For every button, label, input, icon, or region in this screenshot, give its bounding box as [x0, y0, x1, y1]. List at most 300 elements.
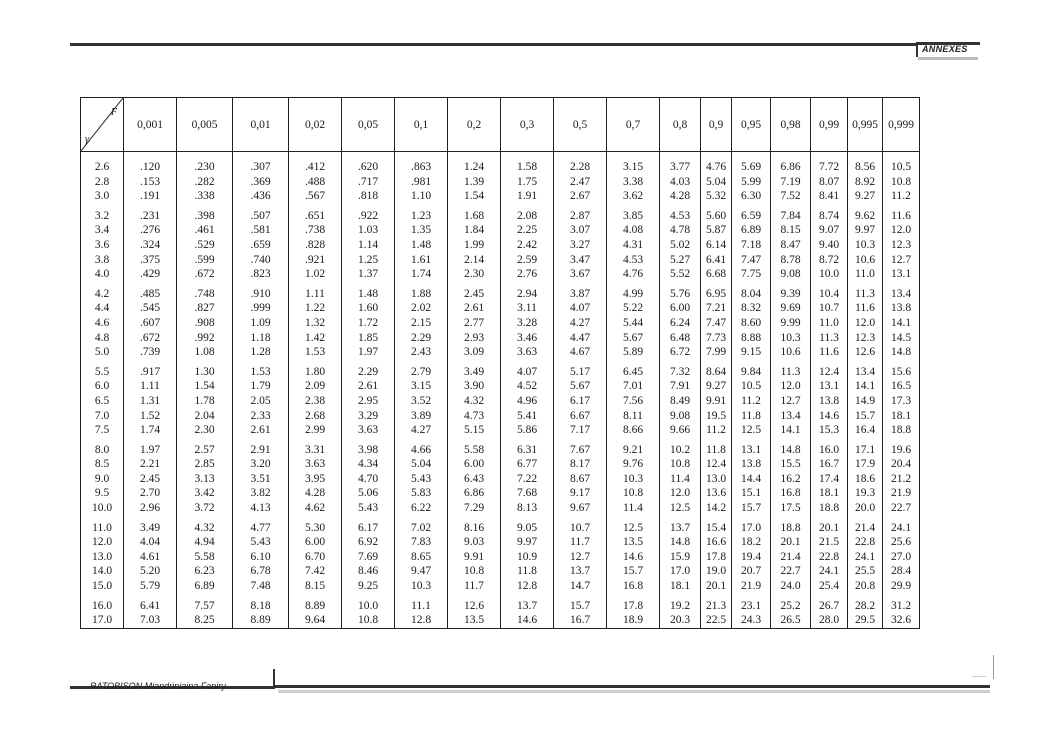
table-cell: 8.46: [357, 565, 379, 578]
table-cell: 3.62: [622, 190, 644, 203]
table-cell: 4.32: [463, 394, 485, 407]
table-cell: 26.7: [818, 599, 840, 612]
table-cell: 3.51: [250, 472, 271, 485]
table-cell: 8.07: [818, 175, 840, 188]
table-cell: .429: [139, 268, 161, 281]
table-cell: 3.20: [250, 458, 271, 471]
gamma-value: 4.8: [94, 331, 110, 344]
table-cell: 5.86: [516, 424, 538, 437]
table-cell: 18.1: [890, 409, 912, 422]
table-cell: 20.4: [890, 458, 912, 471]
table-cell: 26.5: [780, 614, 801, 627]
table-cell: 5.06: [357, 487, 379, 500]
table-cell: 2.30: [194, 424, 215, 437]
table-cell: 1.53: [250, 365, 271, 378]
value-column: [124, 152, 177, 629]
gamma-value: 14.0: [91, 565, 113, 578]
gamma-value: 10.0: [91, 502, 113, 515]
table-cell: 10.2: [669, 443, 691, 456]
table-cell: 15.7: [622, 565, 644, 578]
table-cell: 8.11: [623, 409, 643, 422]
table-cell: 4.76: [705, 161, 727, 173]
table-cell: 1.24: [463, 161, 485, 173]
table-cell: 6.92: [357, 536, 379, 549]
table-cell: 7.19: [780, 175, 801, 188]
table-cell: 1.09: [250, 316, 271, 329]
gamma-value: 3.8: [94, 253, 110, 266]
table-cell: 7.29: [463, 502, 485, 515]
table-cell: 4.28: [669, 190, 691, 203]
table-cell: 5.87: [705, 224, 727, 237]
table-cell: 5.58: [463, 443, 485, 456]
page-edge-mark-2: [972, 676, 986, 677]
table-cell: 8.89: [250, 614, 271, 627]
table-cell: 1.60: [357, 302, 379, 315]
table-cell: 17.1: [854, 443, 876, 456]
table-cell: 15.7: [740, 502, 762, 515]
column-header: 0,2: [448, 98, 501, 152]
table-cell: 19.0: [705, 565, 727, 578]
table-cell: .412: [304, 161, 326, 173]
table-cell: 5.99: [740, 175, 762, 188]
table-cell: 2.57: [194, 443, 215, 456]
column-header: 0,1: [395, 98, 448, 152]
table-cell: 6.48: [669, 331, 691, 344]
table-cell: 1.78: [194, 394, 215, 407]
table-cell: 2.21: [139, 458, 161, 471]
table-cell: 5.43: [250, 536, 271, 549]
table-cell: 17.0: [740, 521, 762, 534]
table-cell: 1.25: [357, 253, 379, 266]
table-cell: 12.0: [780, 380, 801, 393]
table-cell: 1.18: [250, 331, 271, 344]
table-cell: 4.53: [622, 253, 644, 266]
table-cell: 9.25: [357, 580, 379, 593]
value-column: [233, 152, 289, 629]
table-cell: .981: [410, 175, 432, 188]
table-cell: 1.37: [357, 268, 379, 281]
table-cell: 8.25: [194, 614, 215, 627]
table-cell: 24.1: [818, 565, 840, 578]
table-cell: .191: [139, 190, 161, 203]
table-cell: 8.16: [463, 521, 485, 534]
corner-top-label: F: [110, 107, 117, 118]
table-cell: 16.6: [705, 536, 727, 549]
table-cell: 8.64: [705, 365, 727, 378]
table-cell: 4.13: [250, 502, 271, 515]
table-cell: 24.1: [890, 521, 912, 534]
table-cell: 8.74: [818, 209, 840, 222]
table-cell: 23.1: [740, 599, 762, 612]
table-cell: 25.6: [890, 536, 912, 549]
table-cell: 11.8: [706, 443, 726, 456]
table-cell: 21.5: [818, 536, 840, 549]
table-cell: .485: [139, 287, 161, 300]
table-cell: 6.41: [139, 599, 161, 612]
gamma-value: 5.5: [94, 365, 110, 378]
table-cell: 12.6: [463, 599, 485, 612]
table-cell: 10.6: [854, 253, 876, 266]
table-cell: 4.08: [622, 224, 644, 237]
table-cell: 4.03: [669, 175, 691, 188]
table-cell: 3.42: [194, 487, 215, 500]
table-cell: 15.5: [780, 458, 801, 471]
table-cell: 3.28: [516, 316, 538, 329]
table-cell: 3.89: [410, 409, 432, 422]
table-cell: 9.99: [780, 316, 801, 329]
table-cell: 12.5: [669, 502, 691, 515]
table-cell: 13.4: [854, 365, 876, 378]
column-header: 0,05: [342, 98, 395, 152]
table-cell: 24.3: [740, 614, 762, 627]
table-cell: 3.11: [517, 302, 537, 315]
column-header: 0,001: [124, 98, 177, 152]
table-cell: 11.8: [741, 409, 761, 422]
gamma-value: 6.5: [94, 394, 110, 407]
table-cell: 6.22: [410, 502, 432, 515]
table-cell: 4.70: [357, 472, 379, 485]
table-body: [81, 152, 920, 629]
table-cell: 1.48: [410, 238, 432, 251]
table-cell: 13.6: [705, 487, 727, 500]
table-cell: 11.0: [819, 316, 839, 329]
gamma-value: 11.0: [92, 521, 112, 534]
table-cell: 11.6: [855, 302, 875, 315]
table-cell: .672: [194, 268, 215, 281]
table-cell: 3.38: [622, 175, 644, 188]
table-cell: 7.56: [622, 394, 644, 407]
table-cell: 18.9: [622, 614, 644, 627]
section-title: ANNEXES: [922, 44, 968, 54]
gamma-value: 16.0: [91, 599, 113, 612]
table-cell: 12.3: [890, 238, 912, 251]
table-cell: 3.63: [516, 346, 538, 359]
footer-rule: [275, 685, 990, 688]
table-cell: .717: [357, 175, 379, 188]
table-cell: .436: [250, 190, 271, 203]
table-cell: 25.5: [854, 565, 876, 578]
table-cell: 2.99: [304, 424, 326, 437]
table-cell: 22.8: [818, 550, 840, 563]
table-cell: 4.27: [410, 424, 432, 437]
table-cell: 2.95: [357, 394, 379, 407]
table-cell: 8.60: [740, 316, 762, 329]
table-cell: 12.7: [780, 394, 801, 407]
table-cell: 8.15: [304, 580, 326, 593]
table-cell: 9.08: [669, 409, 691, 422]
table-cell: 4.32: [194, 521, 215, 534]
table-cell: 10.6: [780, 346, 801, 359]
table-cell: 14.8: [780, 443, 801, 456]
table-cell: 9.66: [669, 424, 691, 437]
table-cell: 7.48: [250, 580, 271, 593]
table-cell: 8.56: [854, 161, 876, 173]
table-cell: 21.9: [740, 580, 762, 593]
table-cell: 1.68: [463, 209, 485, 222]
table-cell: .324: [139, 238, 161, 251]
table-cell: 4.78: [669, 224, 691, 237]
table-cell: 10.4: [818, 287, 840, 300]
table-cell: 2.28: [569, 161, 591, 173]
table-cell: 7.52: [780, 190, 801, 203]
table-cell: 5.17: [569, 365, 591, 378]
table-cell: .369: [250, 175, 271, 188]
table-cell: 2.04: [194, 409, 215, 422]
value-column: [607, 152, 660, 629]
table-cell: 7.03: [139, 614, 161, 627]
table-cell: 11.4: [623, 502, 643, 515]
table-cell: .607: [139, 316, 161, 329]
table-cell: 20.3: [669, 614, 691, 627]
table-cell: .276: [139, 224, 161, 237]
table-cell: 9.03: [463, 536, 485, 549]
table-cell: .651: [304, 209, 326, 222]
table-cell: 21.4: [780, 550, 801, 563]
table-cell: 1.52: [139, 409, 161, 422]
table-cell: 22.5: [705, 614, 727, 627]
table-cell: 3.15: [622, 161, 644, 173]
table-cell: 1.30: [194, 365, 215, 378]
value-column: [177, 152, 233, 629]
table-cell: .818: [357, 190, 379, 203]
table-cell: 2.79: [410, 365, 432, 378]
table-cell: 9.64: [304, 614, 326, 627]
table-cell: 2.33: [250, 409, 271, 422]
table-cell: 2.61: [357, 380, 379, 393]
table-cell: 3.82: [250, 487, 271, 500]
table-cell: 2.05: [250, 394, 271, 407]
table-cell: 12.4: [705, 458, 727, 471]
table-cell: 2.29: [357, 365, 379, 378]
table-cell: 2.08: [516, 209, 538, 222]
header-row: [81, 98, 920, 152]
table-cell: 9.39: [780, 287, 801, 300]
table-cell: 3.27: [569, 238, 591, 251]
table-cell: 3.95: [304, 472, 326, 485]
table-cell: .672: [139, 331, 161, 344]
gamma-value: 3.0: [94, 190, 110, 203]
table-cell: 12.8: [410, 614, 432, 627]
table-cell: 16.4: [854, 424, 876, 437]
table-cell: 2.15: [410, 316, 432, 329]
table-cell: 7.22: [516, 472, 538, 485]
value-column: [289, 152, 342, 629]
table-cell: 1.54: [194, 380, 215, 393]
table-cell: 2.77: [463, 316, 485, 329]
table-cell: 5.58: [194, 550, 215, 563]
table-cell: .307: [250, 161, 271, 173]
table-cell: 12.4: [818, 365, 840, 378]
table-cell: 1.88: [410, 287, 432, 300]
table-cell: 28.0: [818, 614, 840, 627]
footer-author: RATOBISON Miandriniaina Faniry: [90, 681, 226, 691]
table-cell: 10.8: [357, 614, 379, 627]
column-header: 0,3: [501, 98, 554, 152]
table-cell: 2.14: [463, 253, 485, 266]
table-cell: 18.8: [780, 521, 801, 534]
table-cell: 11.2: [891, 190, 911, 203]
table-cell: 8.89: [304, 599, 326, 612]
table-cell: 13.0: [705, 472, 727, 485]
table-cell: 4.96: [516, 394, 538, 407]
table-cell: 19.2: [669, 599, 691, 612]
table-cell: 15.7: [569, 599, 591, 612]
table-cell: 5.76: [669, 287, 691, 300]
table-cell: 1.10: [410, 190, 432, 203]
table-cell: 15.9: [669, 550, 691, 563]
table-cell: 2.76: [516, 268, 538, 281]
table-cell: 15.7: [854, 409, 876, 422]
gamma-column: [81, 152, 124, 629]
table-cell: 5.22: [622, 302, 644, 315]
table-cell: 17.5: [780, 502, 801, 515]
table-cell: 29.5: [854, 614, 876, 627]
table-cell: .740: [250, 253, 271, 266]
table-cell: .863: [410, 161, 432, 173]
gamma-value: 7.5: [94, 424, 110, 437]
table-cell: 13.8: [890, 302, 912, 315]
table-cell: 6.45: [622, 365, 644, 378]
value-column: [848, 152, 883, 629]
table-cell: .153: [139, 175, 161, 188]
table-cell: 7.91: [669, 380, 691, 393]
table-cell: 14.1: [780, 424, 801, 437]
table-cell: 10.8: [669, 458, 691, 471]
table-cell: 4.31: [622, 238, 644, 251]
table-cell: 4.76: [622, 268, 644, 281]
table-cell: 4.61: [139, 550, 161, 563]
table-cell: 5.69: [740, 161, 762, 173]
table-cell: 2.25: [516, 224, 538, 237]
table-cell: 6.00: [463, 458, 485, 471]
table-cell: .529: [194, 238, 215, 251]
table-cell: 14.4: [740, 472, 762, 485]
table-cell: .827: [194, 302, 215, 315]
table-cell: 3.47: [569, 253, 591, 266]
table-cell: .738: [304, 224, 326, 237]
gamma-value: 2.6: [94, 161, 110, 173]
table-cell: 11.7: [570, 536, 590, 549]
table-cell: 1.11: [305, 287, 325, 300]
table-cell: 28.2: [854, 599, 876, 612]
table-cell: 10.0: [357, 599, 379, 612]
table-cell: 5.41: [516, 409, 538, 422]
table-cell: 4.47: [569, 331, 591, 344]
table-cell: 16.8: [780, 487, 801, 500]
gamma-value: 4.2: [94, 287, 110, 300]
table-cell: 11.1: [411, 599, 431, 612]
table-cell: 10.5: [890, 161, 912, 173]
table-cell: 6.95: [705, 287, 727, 300]
table-cell: 16.7: [818, 458, 840, 471]
table-cell: 15.4: [705, 521, 727, 534]
table-cell: 6.17: [569, 394, 591, 407]
table-cell: .567: [304, 190, 326, 203]
table-cell: 11.3: [855, 287, 875, 300]
gamma-value: 13.0: [91, 550, 113, 563]
table-cell: 8.66: [622, 424, 644, 437]
table-cell: 5.67: [569, 380, 591, 393]
table-cell: 1.48: [357, 287, 379, 300]
table-cell: 21.9: [890, 487, 912, 500]
table-cell: 8.67: [569, 472, 591, 485]
table-cell: 7.67: [569, 443, 591, 456]
table-cell: 4.62: [304, 502, 326, 515]
table-cell: 1.08: [194, 346, 215, 359]
column-header: 0,9: [701, 98, 732, 152]
table-cell: 20.7: [740, 565, 762, 578]
table-cell: 10.3: [410, 580, 432, 593]
table-cell: 14.6: [516, 614, 538, 627]
table-cell: 4.34: [357, 458, 379, 471]
table-cell: 6.17: [357, 521, 379, 534]
table-cell: 21.4: [854, 521, 876, 534]
table-cell: 8.17: [569, 458, 591, 471]
table-cell: 1.11: [140, 380, 160, 393]
table-cell: 5.04: [410, 458, 432, 471]
table-cell: 13.5: [463, 614, 485, 627]
table-cell: 14.7: [569, 580, 591, 593]
gamma-value: 15.0: [91, 580, 113, 593]
table-cell: 1.58: [516, 161, 538, 173]
table-cell: 8.65: [410, 550, 432, 563]
table-cell: 4.99: [622, 287, 644, 300]
table-cell: 7.32: [669, 365, 691, 378]
table-cell: .488: [304, 175, 326, 188]
table-cell: 6.14: [705, 238, 727, 251]
table-cell: 1.28: [250, 346, 271, 359]
gamma-value: 9.5: [94, 487, 110, 500]
table-cell: 16.5: [890, 380, 912, 393]
table-cell: 13.7: [516, 599, 538, 612]
table-cell: 4.73: [463, 409, 485, 422]
table-cell: 2.61: [250, 424, 271, 437]
gamma-value: 3.2: [94, 209, 110, 222]
table-cell: .338: [194, 190, 215, 203]
table-cell: .828: [304, 238, 326, 251]
table-cell: 20.8: [854, 580, 876, 593]
table-cell: 7.18: [740, 238, 762, 251]
table-cell: 14.5: [890, 331, 912, 344]
table-cell: 2.93: [463, 331, 485, 344]
table-cell: 1.61: [410, 253, 432, 266]
table-cell: 5.52: [669, 268, 691, 281]
table-cell: 10.5: [740, 380, 762, 393]
table-cell: 18.2: [740, 536, 762, 549]
gamma-value: 6.0: [94, 380, 110, 393]
table-cell: 10.8: [463, 565, 485, 578]
table-cell: 10.7: [569, 521, 591, 534]
column-header: 0,7: [607, 98, 660, 152]
table-cell: 4.66: [410, 443, 432, 456]
table-cell: 12.8: [516, 580, 538, 593]
table-cell: 1.53: [304, 346, 326, 359]
table-cell: .659: [250, 238, 271, 251]
table-cell: 8.49: [669, 394, 691, 407]
table-cell: .992: [194, 331, 215, 344]
table-cell: .620: [357, 161, 379, 173]
table-cell: 17.4: [818, 472, 840, 485]
table-cell: .375: [139, 253, 161, 266]
corner-bottom-label: γ: [85, 134, 89, 145]
value-column: [811, 152, 848, 629]
table-cell: 5.04: [705, 175, 727, 188]
table-cell: 2.61: [463, 302, 485, 315]
table-cell: 13.1: [740, 443, 762, 456]
table-cell: 1.84: [463, 224, 485, 237]
table-cell: 1.72: [357, 316, 379, 329]
gamma-value: 2.8: [94, 175, 110, 188]
